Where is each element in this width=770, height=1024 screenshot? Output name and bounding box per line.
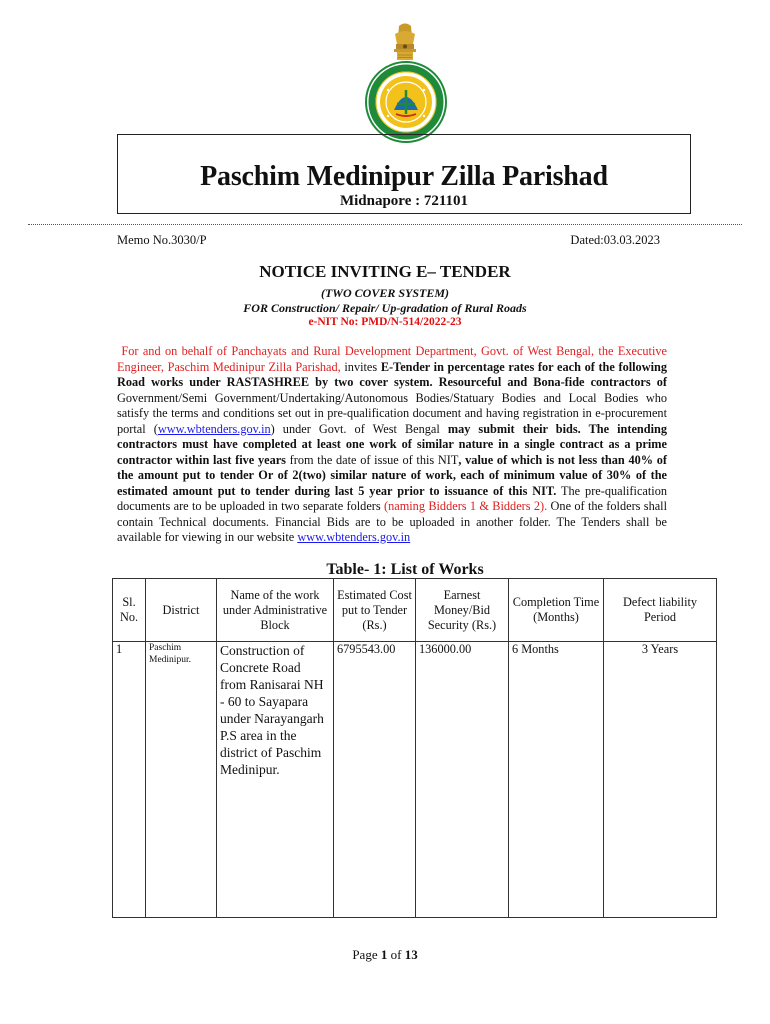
page-label: Page bbox=[352, 947, 381, 962]
cell-district: Paschim Medinipur. bbox=[146, 642, 217, 918]
memo-date: Dated:03.03.2023 bbox=[570, 233, 660, 247]
notice-system: (TWO COVER SYSTEM) bbox=[320, 286, 450, 300]
page-current: 1 bbox=[380, 947, 388, 962]
col-header-estimated-cost: Estimated Cost put to Tender (Rs.) bbox=[334, 579, 416, 642]
body-text-2: Government/Semi Government/Undertaking/Autonomous Bodies/Statuary Bodies and Local Bodies who satisfy the terms and conditions set out in pre-qualification document and having registration in e-procurement portal ( bbox=[117, 390, 667, 436]
cell-estimated-cost: 6795543.00 bbox=[334, 642, 416, 918]
body-text-3: ) under Govt. of West Bengal bbox=[270, 421, 448, 436]
body-red-intro: For and on behalf of Panchayats and Rural Development Department, Govt. of West Bengal, the Executive Engineer, Paschim Medinipur Zilla Parishad, bbox=[117, 344, 667, 374]
body-bold-2: may submit their bids. The intending contractors must have completed at least one work of similar nature in a single contract as a prime contractor within last five years bbox=[117, 421, 668, 467]
header-title-box bbox=[117, 134, 691, 214]
page-number bbox=[0, 947, 770, 963]
body-text-1: invites bbox=[340, 359, 381, 374]
cell-defect-liability: 3 Years bbox=[604, 642, 717, 918]
notice-purpose: FOR Construction/ Repair/ Up-gradation of Rural Roads bbox=[243, 301, 527, 315]
col-header-completion-time: Completion Time (Months) bbox=[509, 579, 604, 642]
body-text-5: The pre-qualification documents are to be uploaded in two separate folders bbox=[117, 483, 667, 513]
cell-sl: 1 bbox=[113, 642, 146, 918]
col-header-sl: Sl. No. bbox=[113, 579, 146, 642]
table-header-row bbox=[113, 579, 717, 642]
body-bold-3: , value of which is not less than 40% of the amount put to tender Or of 2(two) similar nature of work, each of minimum value of 30% of the estimated amount put to tender during last 5 year prior to issuance of this NIT. bbox=[117, 452, 667, 498]
body-text-4: from the date of issue of this NIT bbox=[285, 452, 459, 467]
page-of: of bbox=[387, 947, 405, 962]
enit-number: e-NIT No: PMD/N-514/2022-23 bbox=[308, 316, 462, 328]
body-bold-1: E-Tender in percentage rates for each of the following Road works under RASTASHREE by two cover system. Resourceful and Bona-fide contractors of bbox=[117, 359, 667, 389]
wbtenders-link[interactable]: www.wbtenders.gov.in bbox=[157, 421, 271, 436]
cell-earnest-money: 136000.00 bbox=[416, 642, 509, 918]
body-red-folders: (naming Bidders 1 & Bidders 2). bbox=[384, 499, 548, 513]
cell-completion-time: 6 Months bbox=[509, 642, 604, 918]
page-total: 13 bbox=[404, 947, 418, 962]
notice-title: NOTICE INVITING E– TENDER bbox=[259, 262, 511, 281]
organization-name: Paschim Medinipur Zilla Parishad bbox=[200, 161, 608, 192]
notice-body-paragraph bbox=[117, 344, 667, 546]
col-header-work-name: Name of the work under Administrative Block bbox=[217, 579, 334, 642]
memo-number: Memo No.3030/P bbox=[117, 233, 207, 247]
col-header-defect-liability: Defect liability Period bbox=[604, 579, 717, 642]
wbtenders-website-link[interactable]: www.wbtenders.gov.in bbox=[297, 530, 411, 544]
zilla-parishad-seal-icon bbox=[364, 60, 448, 144]
table-row bbox=[113, 642, 717, 918]
table-title: Table- 1: List of Works bbox=[326, 561, 484, 578]
cell-work-name: Construction of Concrete Road from Ranisarai NH - 60 to Sayapara under Narayangarh P.S area in the district of Paschim Medinipur. bbox=[217, 642, 334, 918]
col-header-district: District bbox=[146, 579, 217, 642]
works-table bbox=[112, 578, 717, 918]
organization-address: Midnapore : 721101 bbox=[339, 193, 469, 209]
divider bbox=[28, 224, 742, 225]
national-emblem-icon bbox=[389, 22, 421, 62]
body-text-6: One of the folders shall contain Technical documents. Financial Bids are to be uploaded in another folder. The Tenders shall be available for viewing in our website bbox=[117, 499, 668, 544]
col-header-earnest-money: Earnest Money/Bid Security (Rs.) bbox=[416, 579, 509, 642]
